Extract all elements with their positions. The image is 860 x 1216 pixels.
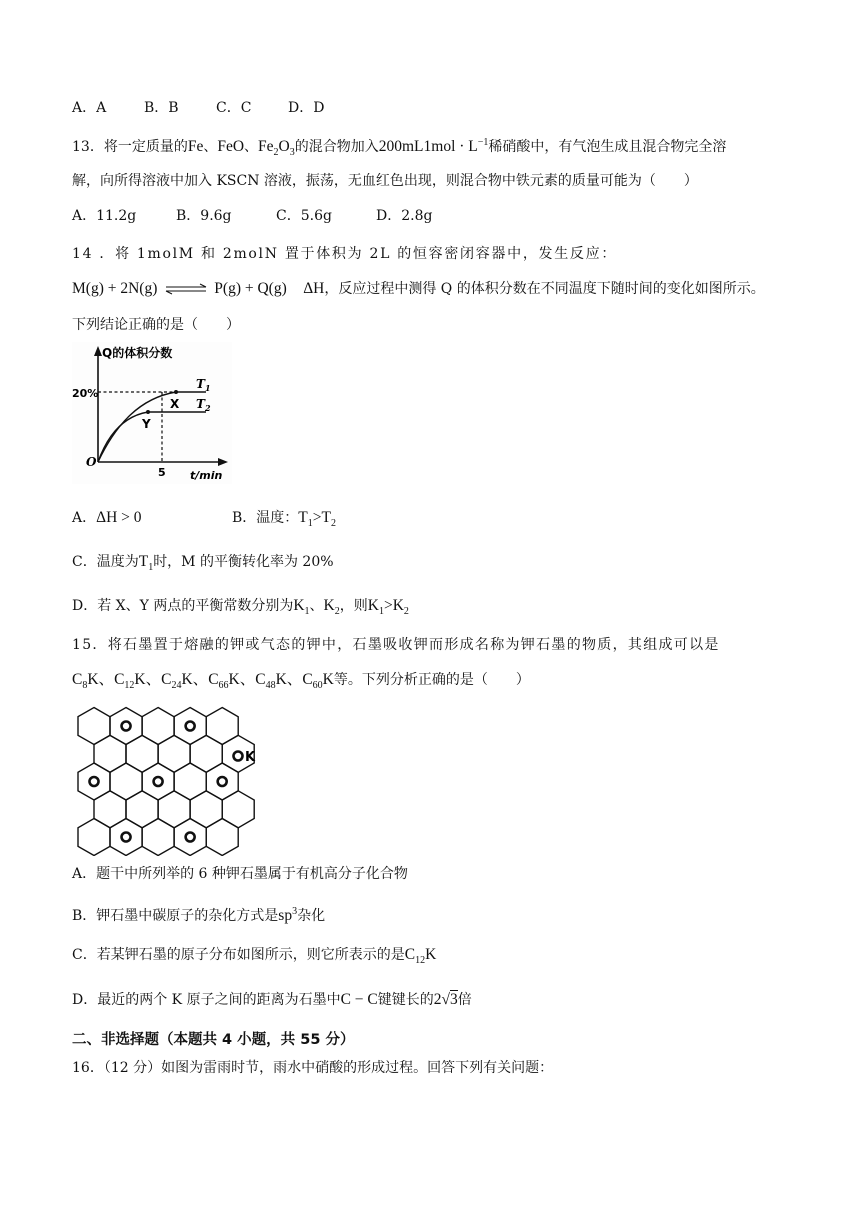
graph-x-tick: 5 <box>158 466 166 479</box>
hex-grid <box>78 708 254 856</box>
section-title: 二、非选择题（本题共 4 小题，共 55 分） <box>72 1032 355 1048</box>
t1-letter: T <box>196 377 205 391</box>
q12-options <box>72 98 324 118</box>
formula-fe2o3 <box>258 138 295 159</box>
q15-line2 <box>72 670 530 696</box>
fe2o3-sub2: 3 <box>289 147 295 159</box>
option-d-text: ，则 <box>339 598 368 614</box>
graph-origin: O <box>86 455 97 469</box>
k: K <box>425 946 437 963</box>
hexagon <box>222 791 254 828</box>
hexagon <box>110 763 142 800</box>
hexagon <box>174 708 206 745</box>
separator: 、 <box>244 139 259 156</box>
fe2o3-o: O <box>278 138 290 156</box>
k-atom <box>186 833 195 842</box>
t1: T <box>298 509 308 526</box>
q12-option-d: D．D <box>288 100 325 116</box>
hexagon <box>78 708 110 745</box>
k-sub: 2 <box>403 606 409 618</box>
graph-ylabel: Q的体积分数 <box>102 346 173 360</box>
equation-left: M(g) + 2N(g) <box>72 280 158 297</box>
separator: 、 <box>239 671 256 688</box>
option-b-expr <box>298 509 336 530</box>
hexagon <box>174 763 206 800</box>
q14-option-d <box>72 596 409 622</box>
q13-options <box>72 206 432 226</box>
t1: T <box>138 553 149 570</box>
option-c-text: C．温度为 <box>72 554 139 570</box>
k: K <box>392 597 404 614</box>
hexagon <box>110 708 142 745</box>
hexagon <box>142 708 174 745</box>
k-legend-label: K <box>245 750 256 765</box>
q12-option-c: C．C <box>216 100 252 116</box>
separator: 、 <box>203 139 218 156</box>
hexagon <box>94 735 126 772</box>
hexagon <box>174 819 206 856</box>
q13-option-a: A．11.2g <box>72 208 137 224</box>
q14-option-c <box>72 552 334 578</box>
separator: 、 <box>309 598 324 614</box>
option-c-text: 时，M 的平衡转化率为 20% <box>153 554 334 570</box>
fe2o3-sub1: 2 <box>273 147 279 159</box>
t2-sub: 2 <box>330 518 336 530</box>
k: K <box>323 597 335 614</box>
hexagon <box>158 791 190 828</box>
hexagon <box>78 763 110 800</box>
option-d-text: D．若 X、Y 两点的平衡常数分别为 <box>72 598 294 614</box>
option-d-text: D．最近的两个 K 原子之间的距离为石墨中 <box>72 992 341 1008</box>
formula-list <box>72 671 334 692</box>
q14-graph <box>72 342 232 484</box>
formula-item: $C_{48}K$ <box>255 671 287 692</box>
c-sub: 12 <box>415 955 426 967</box>
k-atom-icon <box>234 752 243 761</box>
hexagon <box>126 791 158 828</box>
point-y <box>146 410 150 414</box>
separator: 、 <box>145 671 162 688</box>
hexagon <box>110 819 142 856</box>
label-y: Y <box>142 417 151 431</box>
option-b-label: B．温度： <box>232 510 299 526</box>
q14-line1: 14 ．将 1molM 和 2molN 置于体积为 2L 的恒容密闭容器中，发生反应： <box>72 246 618 262</box>
q15-option-a: A．题干中所列举的 6 种钾石墨属于有机高分子化合物 <box>72 866 408 882</box>
coef: 2 <box>433 991 442 1008</box>
k1 <box>293 597 310 618</box>
q14-option-b <box>232 508 336 534</box>
t2: T <box>321 509 331 526</box>
k-atom <box>218 777 227 786</box>
q14-text: ，反应过程中测得 Q 的体积分数在不同温度下随时间的变化如图所示。 <box>324 281 765 297</box>
sp-sup: 3 <box>292 906 298 917</box>
q13-text: 的混合物加入 <box>294 139 379 156</box>
fe2o3-fe: Fe <box>258 138 274 156</box>
c12k <box>404 946 437 967</box>
q13-text: 将一定质量的 <box>103 139 188 156</box>
option-c-text: C．若某钾石墨的原子分布如图所示，则它所表示的是 <box>72 947 405 963</box>
graph-xlabel: t/min <box>190 469 223 482</box>
hexagon <box>206 763 238 800</box>
hexagon <box>94 791 126 828</box>
hexagon <box>206 708 238 745</box>
concentration-value: 200mL1mol · L <box>378 138 478 156</box>
q15-line1: 15．将石墨置于熔融的钾或气态的钾中，石墨吸收钾而形成名称为钾石墨的物质，其组成可以是 <box>72 637 720 653</box>
hexagon <box>78 819 110 856</box>
t2-letter: T <box>196 397 205 411</box>
q12-option-b: B．B <box>144 100 179 116</box>
k-atom <box>122 722 131 731</box>
k-atom <box>154 777 163 786</box>
sp3 <box>278 907 297 924</box>
hexagon <box>142 819 174 856</box>
concentration-unit-exp: −1 <box>477 137 489 148</box>
point-x <box>174 390 178 394</box>
k-sub: 2 <box>334 606 340 618</box>
q14-line2 <box>72 279 765 299</box>
formula-item: $C_{24}K$ <box>161 671 193 692</box>
option-b-text: 杂化 <box>297 908 326 925</box>
formula-fe: Fe <box>187 138 204 156</box>
q13-line2: 解，向所得溶液中加入 KSCN 溶液，振荡，无血红色出现，则混合物中铁元素的质量可能为（ ） <box>72 173 698 189</box>
gt: > <box>383 597 393 614</box>
k-sub: 1 <box>304 606 310 618</box>
k-atom <box>186 722 195 731</box>
q13-option-d: D．2.8g <box>376 208 433 224</box>
hexagon <box>142 763 174 800</box>
option-c-t1 <box>138 553 154 574</box>
q15-option-b <box>72 902 325 926</box>
k: K <box>367 597 379 614</box>
t2-sub: 2 <box>204 403 211 413</box>
separator: 、 <box>286 671 303 688</box>
t1-sub: 1 <box>307 518 313 530</box>
hexagon <box>206 819 238 856</box>
equation-right: P(g) + Q(g) <box>214 280 287 297</box>
two-root-three <box>434 990 458 1008</box>
q14-line3: 下列结论正确的是（ ） <box>72 317 240 333</box>
option-d-text: 倍 <box>457 992 472 1008</box>
c: C <box>404 946 416 963</box>
q14-option-a <box>72 508 232 528</box>
label-x: X <box>170 397 180 411</box>
q12-option-a: A．A <box>72 100 107 116</box>
k-sub: 1 <box>378 606 384 618</box>
q13-line1 <box>72 133 726 163</box>
question-number: 13． <box>72 139 104 156</box>
option-label: A． <box>72 510 97 526</box>
k-atom <box>122 833 131 842</box>
separator: 、 <box>98 671 115 688</box>
equilibrium-arrow-icon <box>164 283 208 295</box>
q13-option-c: C．5.6g <box>276 208 332 224</box>
formula-feo: FeO <box>217 138 245 156</box>
q14-options-ab <box>72 508 336 534</box>
q15-option-d <box>72 990 472 1010</box>
t1-sub: 1 <box>204 383 211 393</box>
hexagon <box>190 791 222 828</box>
graph-y-tick: 20% <box>72 387 99 400</box>
k-atom <box>90 777 99 786</box>
q15-text: 等。下列分析正确的是（ ） <box>333 672 530 688</box>
separator: 、 <box>192 671 209 688</box>
k2 <box>323 597 340 618</box>
hexagon <box>158 735 190 772</box>
q15-option-c <box>72 945 436 971</box>
q13-option-b: B．9.6g <box>176 208 232 224</box>
k1-gt-k2 <box>367 597 409 618</box>
radicand: 3 <box>450 991 458 1008</box>
k-legend <box>234 750 257 765</box>
q15-graphite-lattice <box>74 706 274 856</box>
k: K <box>293 597 305 614</box>
option-d-text: 键键长的 <box>377 992 434 1008</box>
q16-text: 16．（12 分）如图为雷雨时节，雨水中硝酸的形成过程。回答下列有关问题： <box>72 1060 554 1076</box>
cc-bond: C − C <box>340 991 378 1008</box>
concentration <box>379 138 489 155</box>
hexagon <box>126 735 158 772</box>
sp: sp <box>278 907 293 925</box>
q13-text: 稀硝酸中，有气泡生成且混合物完全溶 <box>488 139 727 156</box>
option-a-expr: ΔH > 0 <box>96 509 142 526</box>
enthalpy-symbol: ΔH <box>303 280 325 297</box>
formula-item: $C_{12}K$ <box>114 671 146 692</box>
t1-sub: 1 <box>148 562 154 574</box>
option-b-text: B．钾石墨中碳原子的杂化方式是 <box>72 908 279 925</box>
formula-item: $C_8K$ <box>72 671 99 692</box>
hexagon <box>190 735 222 772</box>
formula-item: $C_{60}K$ <box>302 671 334 692</box>
formula-item: $C_{66}K$ <box>208 671 240 692</box>
gt: > <box>312 509 322 526</box>
sqrt-icon: √ <box>441 991 451 1008</box>
